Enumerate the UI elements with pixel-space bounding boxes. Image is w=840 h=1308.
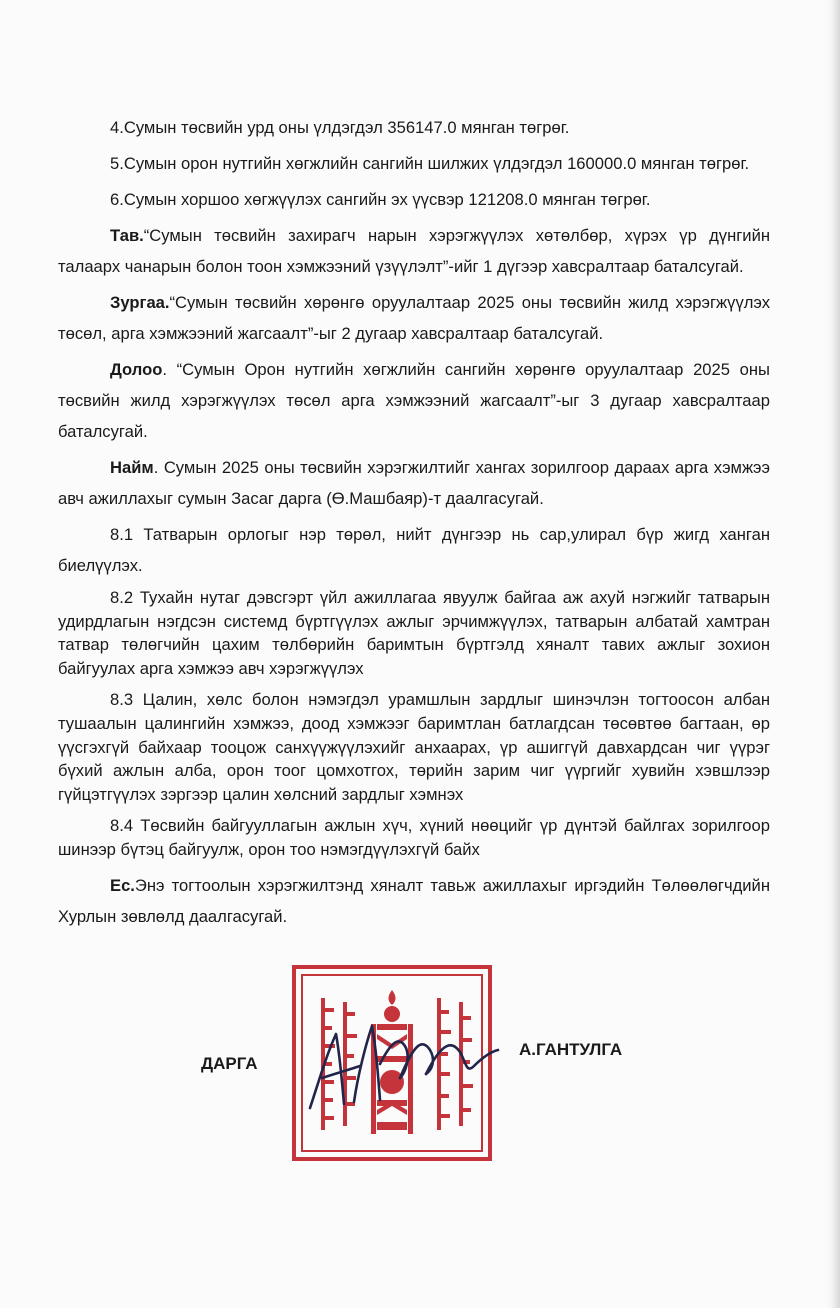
paragraph-lead: Ес. [110, 875, 135, 895]
paragraph-text: 8.3 Цалин, хөлс болон нэмэгдэл урамшлын зардлыг шинэчлэн тогтоосон албан тушаалын цалингийн хэмжээ, доод хэмжээг баримтлан батлагдсан төсөвтөө багтаан, өр үүсгэхгүй байхаар тооцож санхүүжүүлэхийг анхаарах, үр ашиггүй давхардсан чиг үүрэг бүхий ажлын алба, орон тоог цомхотгох, төрийн зарим чиг үүргийг хувийн хэвшлээр гүйцэтгүүлэх зэргээр цалин хөлсний зардлыг хэмнэх [58, 690, 770, 804]
paragraph-text: 8.1 Татварын орлогыг нэр төрөл, нийт дүнгээр нь сар,улирал бүр жигд ханган биелүүлэх. [58, 525, 770, 575]
paragraph-8-1 [58, 519, 770, 581]
handwritten-signature-icon [296, 1004, 506, 1124]
paragraph-text: 8.2 Тухайн нутаг дэвсгэрт үйл ажиллагаа явуулж байгаа аж ахуй нэгжийг татварын удирдлагын нэгдсэн системд бүртгүүлэх ажлыг эрчимжүүлэх, татварын албатай хамтран татвар төлөгчийн цахим төлбөрийн баримтын бүртгэлд хяналт тавих ажлыг зохион байгуулах арга хэмжээ авч хэрэгжүүлэх [58, 588, 770, 678]
signatory-name: А.ГАНТУЛГА [519, 1040, 623, 1059]
paragraph-text: “Сумын төсвийн хөрөнгө оруулалтаар 2025 оны төсвийн жилд хэрэгжүүлэх төсөл, арга хэмжээний жагсаалт”-ыг 2 дугаар хавсралтаар баталсугай. [58, 293, 770, 343]
paragraph-zurgaa [58, 287, 770, 349]
paragraph-lead: Найм [110, 458, 154, 477]
signatory-title: ДАРГА [201, 1054, 258, 1073]
paragraph-text: . Сумын 2025 оны төсвийн хэрэгжилтийг хангах зорилгоор дараах арга хэмжээ авч ажиллахыг сумын Засаг дарга (Ө.Машбаяр)-т даалгасугай. [58, 458, 770, 508]
paragraph-lead: Тав. [110, 226, 144, 245]
paragraph-text: . “Сумын Орон нутгийн хөгжлийн сангийн хөрөнгө оруулалтаар 2025 оны төсвийн жилд хэрэгжүүлэх төсөл арга хэмжээний жагсаалт”-ыг 3 дугаар хавсралтаар баталсугай. [58, 360, 770, 441]
paragraph-8-2 [58, 586, 770, 680]
paragraph-2 [58, 148, 770, 179]
paragraph-naim [58, 452, 770, 514]
paragraph-8-4 [58, 814, 770, 861]
paragraph-lead: Долоо [110, 360, 163, 379]
paragraph-text: Энэ тогтоолын хэрэгжилтэнд хяналт тавьж ажиллахыг иргэдийн Төлөөлөгчдийн Хурлын зөвлөлд даалгасугай. [58, 875, 770, 926]
paragraph-text: 6.Сумын хоршоо хөгжүүлэх сангийн эх үүсвэр 121208.0 мянган төгрөг. [110, 190, 651, 209]
paragraph-lead: Зургаа. [110, 293, 170, 312]
paragraph-text: 8.4 Төсвийн байгууллагын ажлын хүч, хүний нөөцийг үр дүнтэй байлгах зорилгоор шинээр бүтэц байгуулж, орон тоо нэмэгдүүлэхгүй байх [58, 816, 770, 859]
paragraph-1 [58, 112, 770, 143]
paragraph-es [58, 870, 770, 932]
paragraph-8-3 [58, 688, 770, 806]
resolution-text [58, 112, 770, 937]
paragraph-text: “Сумын төсвийн захирагч нарын хэрэгжүүлэх хөтөлбөр, хүрэх үр дүнгийн талаарх чанарын болон тоон хэмжээний үзүүлэлт”-ийг 1 дүгээр хавсралтаар баталсугай. [58, 226, 770, 276]
paragraph-text: 5.Сумын орон нутгийн хөгжлийн сангийн шилжих үлдэгдэл 160000.0 мянган төгрөг. [110, 154, 750, 173]
paragraph-doloo [58, 354, 770, 447]
paragraph-text: 4.Сумын төсвийн урд оны үлдэгдэл 356147.0 мянган төгрөг. [110, 118, 570, 137]
paragraph-tav [58, 220, 770, 282]
paragraph-3 [58, 184, 770, 215]
signature-block [0, 958, 840, 1178]
